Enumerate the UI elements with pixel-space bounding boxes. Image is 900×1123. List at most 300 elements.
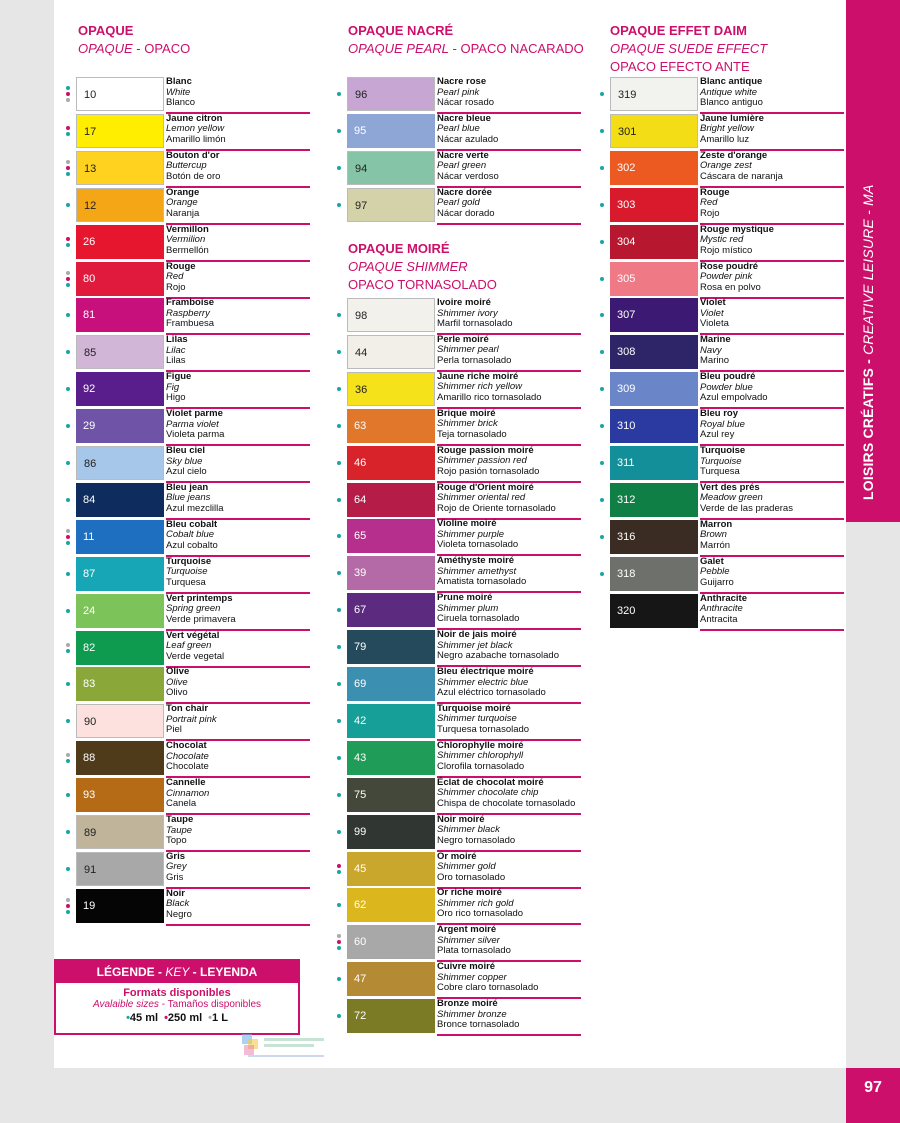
page-number: 97	[846, 1068, 900, 1123]
section-subtitle: OPAQUE SHIMMER	[348, 259, 468, 274]
format-dots	[65, 372, 71, 406]
format-dot-icon	[66, 92, 70, 96]
section-daim	[610, 22, 767, 76]
name-en: Shimmer black	[437, 824, 500, 836]
name-es: Botón de oro	[166, 170, 221, 182]
format-dot-icon	[66, 904, 70, 908]
format-dot-icon	[66, 237, 70, 241]
name-fr: Éclat de chocolat moiré	[437, 776, 544, 788]
format-dot-icon	[600, 277, 604, 281]
name-en: Shimmer gold	[437, 861, 496, 872]
name-fr: Bouton d'or	[166, 149, 220, 161]
color-names	[166, 446, 207, 478]
name-en: Leaf green	[166, 640, 212, 651]
color-names	[437, 704, 529, 736]
name-fr: Olive	[166, 666, 190, 678]
name-en: Shimmer electric blue	[437, 676, 529, 688]
name-es: Negro azabache tornasolado	[437, 650, 560, 662]
color-swatch: 85	[76, 335, 164, 369]
format-dot-icon	[66, 277, 70, 281]
format-dots	[336, 556, 342, 590]
name-es: Higo	[166, 392, 186, 404]
color-swatch: 96	[347, 77, 435, 111]
format-dot-icon	[337, 424, 341, 428]
format-dots	[599, 446, 605, 480]
legend-size-item	[126, 1012, 158, 1024]
format-dot-icon	[337, 977, 341, 981]
name-es: Azul empolvado	[700, 392, 768, 404]
name-fr: Noir moiré	[437, 813, 485, 825]
name-en: Buttercup	[166, 160, 207, 172]
format-dots	[599, 594, 605, 628]
name-es: Amarillo rico tornasolado	[437, 391, 542, 403]
format-dot-icon	[66, 867, 70, 871]
color-swatch: 63	[347, 409, 435, 443]
format-dots	[336, 114, 342, 148]
color-names	[437, 888, 523, 920]
name-fr: Argent moiré	[437, 924, 497, 936]
color-swatch: 81	[76, 298, 164, 332]
color-swatch: 316	[610, 520, 698, 554]
color-swatch: 45	[347, 852, 435, 886]
name-en: Turquoise	[700, 455, 742, 467]
format-dots	[599, 114, 605, 148]
name-es: Rojo de Oriente tornasolado	[437, 502, 556, 514]
color-swatch: 320	[610, 594, 698, 628]
name-es: Teja tornasolado	[437, 428, 507, 440]
name-es: Rojo místico	[700, 244, 753, 256]
name-fr: Gris	[166, 850, 186, 862]
name-es: Azul cobalto	[166, 539, 218, 551]
format-dots	[336, 372, 342, 406]
name-en: Spring green	[166, 603, 221, 615]
color-names	[166, 188, 199, 220]
name-en: Shimmer chlorophyll	[437, 750, 524, 762]
format-dots	[336, 151, 342, 185]
format-dots	[336, 704, 342, 738]
format-dots	[599, 151, 605, 185]
format-dots	[65, 557, 71, 591]
format-dots	[65, 298, 71, 332]
format-dot-icon	[66, 424, 70, 428]
color-names	[166, 594, 236, 626]
color-names	[437, 815, 515, 847]
format-dot-icon	[66, 793, 70, 797]
name-es: Violeta parma	[166, 429, 225, 441]
format-dots	[65, 631, 71, 665]
color-names	[700, 77, 763, 109]
name-fr: Lilas	[166, 334, 188, 346]
format-dots	[599, 372, 605, 406]
section-subtitle-es: OPACO TORNASOLADO	[348, 277, 497, 292]
format-dots	[65, 114, 71, 148]
name-es: Marfil tornasolado	[437, 318, 513, 329]
format-dot-icon	[337, 870, 341, 874]
name-es: Nácar azulado	[437, 133, 499, 145]
name-fr: Violine moiré	[437, 518, 497, 530]
name-es: Amatista tornasolado	[437, 576, 527, 588]
name-en: Parma violet	[166, 418, 219, 430]
name-fr: Chlorophylle moiré	[437, 739, 524, 751]
name-en: Cobalt blue	[166, 529, 215, 541]
format-dot-icon	[600, 203, 604, 207]
color-names	[166, 815, 193, 847]
format-dots	[65, 188, 71, 222]
format-dot-icon	[337, 830, 341, 834]
format-dot-icon	[66, 643, 70, 647]
color-swatch: 65	[347, 519, 435, 553]
name-en: Blue jeans	[166, 492, 211, 504]
color-swatch: 69	[347, 667, 435, 701]
row-divider	[166, 850, 310, 852]
format-dot-icon	[66, 283, 70, 287]
color-swatch: 310	[610, 409, 698, 443]
name-fr: Nacre dorée	[437, 186, 492, 198]
format-dots	[65, 667, 71, 701]
legend-title: LÉGENDE - KEY - LEYENDA	[56, 961, 298, 983]
color-swatch: 10	[76, 77, 164, 111]
color-names	[166, 77, 195, 109]
color-swatch: 305	[610, 262, 698, 296]
format-dots	[336, 483, 342, 517]
name-fr: Noir de jais moiré	[437, 629, 517, 641]
color-names	[437, 483, 556, 515]
color-names	[700, 188, 730, 220]
color-names	[166, 114, 226, 146]
format-dot-icon	[66, 898, 70, 902]
name-fr: Perle moiré	[437, 333, 489, 345]
name-fr: Vert printemps	[166, 592, 233, 604]
color-names	[437, 999, 519, 1031]
color-names	[437, 778, 575, 810]
color-names	[437, 77, 494, 109]
color-names	[437, 446, 539, 478]
color-names	[437, 335, 511, 367]
color-swatch: 11	[76, 520, 164, 554]
format-dots	[336, 335, 342, 369]
format-dot-icon	[600, 166, 604, 170]
format-dots	[65, 77, 71, 111]
format-dot-icon	[66, 461, 70, 465]
color-names	[700, 372, 768, 404]
section-subtitle: OPAQUE SUEDE EFFECT	[610, 41, 768, 56]
name-es: Azul cielo	[166, 466, 207, 477]
size-label: 45 ml	[129, 1012, 159, 1024]
legend-sizes	[56, 1012, 298, 1024]
color-swatch: 95	[347, 114, 435, 148]
name-es: Amarillo limón	[166, 133, 226, 145]
size-label: 250 ml	[167, 1012, 203, 1024]
name-en: Violet	[700, 307, 724, 319]
section-moire	[348, 240, 497, 294]
name-es: Nácar dorado	[437, 207, 495, 219]
name-fr: Jaune citron	[166, 112, 223, 124]
color-swatch: 309	[610, 372, 698, 406]
format-dots	[65, 594, 71, 628]
name-en: Powder pink	[700, 271, 753, 282]
name-en: Shimmer jet black	[437, 639, 513, 651]
name-es: Blanco	[166, 97, 196, 108]
name-fr: Violet parme	[166, 408, 223, 420]
name-fr: Anthracite	[700, 592, 747, 604]
color-swatch: 62	[347, 888, 435, 922]
name-fr: Vert des prés	[700, 481, 760, 493]
format-dot-icon	[66, 313, 70, 317]
name-es: Rojo	[166, 281, 186, 293]
name-es: Gris	[166, 871, 184, 883]
format-dot-icon	[66, 541, 70, 545]
format-dot-icon	[66, 649, 70, 653]
name-en: Pearl pink	[437, 86, 480, 98]
format-dots	[336, 446, 342, 480]
color-swatch: 46	[347, 446, 435, 480]
format-dot-icon	[337, 92, 341, 96]
color-swatch: 24	[76, 594, 164, 628]
name-es: Topo	[166, 835, 187, 846]
name-fr: Orange	[166, 186, 200, 198]
name-es: Bronce tornasolado	[437, 1019, 520, 1031]
name-es: Rojo	[700, 207, 720, 219]
name-es: Ciruela tornasolado	[437, 613, 520, 625]
name-fr: Or riche moiré	[437, 887, 502, 899]
color-swatch: 318	[610, 557, 698, 591]
row-divider	[166, 924, 310, 926]
color-swatch: 43	[347, 741, 435, 775]
color-swatch: 75	[347, 778, 435, 812]
name-en: Shimmer rich yellow	[437, 381, 522, 393]
format-dots	[599, 409, 605, 443]
color-swatch: 42	[347, 704, 435, 738]
color-swatch: 47	[347, 962, 435, 996]
color-names	[437, 188, 495, 220]
format-dot-icon	[337, 1014, 341, 1018]
format-dots	[599, 225, 605, 259]
format-dot-icon	[66, 271, 70, 275]
color-names	[700, 446, 745, 478]
name-es: Frambuesa	[166, 318, 215, 330]
name-en: Pebble	[700, 566, 730, 578]
section-title: OPAQUE EFFET DAIM	[610, 23, 747, 38]
format-dot-icon	[337, 203, 341, 207]
name-en: Shimmer copper	[437, 971, 507, 983]
name-fr: Bleu électrique moiré	[437, 666, 534, 677]
color-names	[166, 262, 196, 294]
name-es: Violeta tornasolado	[437, 539, 519, 551]
name-en: Shimmer pearl	[437, 344, 499, 356]
name-fr: Rouge	[166, 260, 196, 272]
name-es: Cobre claro tornasolado	[437, 982, 539, 994]
format-dot-icon	[337, 793, 341, 797]
name-es: Turquesa	[700, 466, 740, 477]
name-fr: Noir	[166, 887, 185, 899]
name-es: Violeta	[700, 318, 729, 330]
section-title: OPAQUE MOIRÉ	[348, 241, 450, 256]
format-dot-icon	[600, 350, 604, 354]
name-fr: Rouge passion moiré	[437, 444, 534, 456]
name-fr: Ton chair	[166, 703, 209, 715]
color-names	[166, 778, 209, 810]
watermark-logo-icon	[240, 1030, 332, 1062]
color-swatch: 99	[347, 815, 435, 849]
format-dots	[336, 962, 342, 996]
color-swatch: 301	[610, 114, 698, 148]
color-swatch: 84	[76, 483, 164, 517]
name-es: Nácar rosado	[437, 97, 495, 108]
name-fr: Violet	[700, 297, 726, 309]
color-names	[700, 483, 793, 515]
name-es: Rosa en polvo	[700, 281, 761, 293]
name-fr: Blanc antique	[700, 76, 763, 87]
name-es: Turquesa tornasolado	[437, 723, 530, 735]
section-opaque	[78, 22, 190, 58]
name-es: Verde vegetal	[166, 650, 225, 662]
format-dots	[65, 409, 71, 443]
color-swatch: 19	[76, 889, 164, 923]
format-dot-icon	[600, 92, 604, 96]
name-en: Mystic red	[700, 234, 744, 246]
format-dots	[65, 151, 71, 185]
row-divider	[700, 629, 844, 631]
format-dots	[336, 815, 342, 849]
name-fr: Ivoire moiré	[437, 297, 491, 308]
color-swatch: 44	[347, 335, 435, 369]
color-names	[166, 889, 192, 921]
name-es: Naranja	[166, 207, 200, 219]
name-es: Clorofila tornasolado	[437, 760, 525, 772]
color-names	[437, 114, 498, 146]
color-names	[700, 409, 745, 441]
color-swatch: 308	[610, 335, 698, 369]
name-es: Negro tornasolado	[437, 834, 516, 846]
format-dot-icon	[337, 946, 341, 950]
format-dot-icon	[66, 682, 70, 686]
name-en: Shimmer rich gold	[437, 897, 514, 909]
name-en: White	[166, 86, 191, 98]
format-dot-icon	[600, 535, 604, 539]
color-swatch: 17	[76, 114, 164, 148]
format-dots	[336, 630, 342, 664]
format-dots	[336, 77, 342, 111]
format-dots	[599, 520, 605, 554]
color-swatch: 303	[610, 188, 698, 222]
section-title: OPAQUE	[78, 23, 134, 38]
format-dot-icon	[337, 682, 341, 686]
color-names	[166, 704, 217, 736]
format-dot-icon	[66, 98, 70, 102]
format-dots	[599, 557, 605, 591]
name-es: Antracita	[700, 613, 738, 625]
name-fr: Bronze moiré	[437, 998, 498, 1010]
name-es: Azul eléctrico tornasolado	[437, 687, 546, 698]
name-fr: Nacre rose	[437, 76, 487, 87]
name-fr: Nacre verte	[437, 149, 489, 161]
legend-formats: Formats disponibles	[123, 987, 231, 999]
name-es: Azul rey	[700, 429, 735, 441]
format-dots	[336, 888, 342, 922]
format-dots	[65, 741, 71, 775]
name-en: Red	[166, 271, 184, 282]
color-names	[166, 483, 224, 515]
name-es: Turquesa	[166, 576, 206, 588]
name-es: Chocolate	[166, 761, 209, 773]
name-es: Cáscara de naranja	[700, 170, 783, 182]
color-swatch: 83	[76, 667, 164, 701]
name-en: Pearl gold	[437, 197, 480, 209]
color-names	[166, 298, 214, 330]
name-en: Fig	[166, 381, 180, 393]
color-names	[437, 372, 542, 404]
color-names	[166, 631, 224, 663]
name-fr: Marine	[700, 334, 731, 346]
name-es: Plata tornasolado	[437, 945, 511, 957]
name-fr: Framboise	[166, 297, 215, 309]
color-swatch: 92	[76, 372, 164, 406]
section-subtitle: OPAQUE - OPACO	[78, 41, 191, 56]
format-dots	[336, 778, 342, 812]
color-names	[166, 667, 189, 699]
color-swatch: 97	[347, 188, 435, 222]
name-fr: Rose poudré	[700, 260, 759, 272]
color-swatch: 80	[76, 262, 164, 296]
format-dot-icon	[600, 313, 604, 317]
name-en: Shimmer oriental red	[437, 492, 526, 503]
format-dot-icon	[66, 172, 70, 176]
size-dot-icon: •	[208, 1012, 213, 1024]
name-fr: Zeste d'orange	[700, 149, 768, 161]
format-dot-icon	[66, 86, 70, 90]
name-es: Oro rico tornasolado	[437, 908, 524, 920]
name-en: Raspberry	[166, 307, 210, 319]
format-dot-icon	[66, 203, 70, 207]
format-dots	[336, 852, 342, 886]
color-swatch: 319	[610, 77, 698, 111]
format-dot-icon	[337, 934, 341, 938]
name-es: Azul mezclilla	[166, 502, 224, 514]
color-swatch: 89	[76, 815, 164, 849]
color-names	[437, 630, 559, 662]
format-dot-icon	[66, 572, 70, 576]
name-es: Lilas	[166, 355, 186, 367]
name-es: Olivo	[166, 687, 188, 699]
name-en: Orange zest	[700, 160, 752, 172]
name-en: Pearl blue	[437, 123, 480, 135]
section-subtitle-es: OPACO EFECTO ANTE	[610, 59, 750, 74]
format-dots	[336, 519, 342, 553]
name-fr: Figue	[166, 371, 192, 383]
format-dot-icon	[66, 387, 70, 391]
color-swatch: 93	[76, 778, 164, 812]
color-names	[437, 962, 538, 994]
name-fr: Taupe	[166, 814, 194, 825]
name-fr: Bleu roy	[700, 408, 739, 420]
name-fr: Vermillon	[166, 223, 209, 235]
color-swatch: 91	[76, 852, 164, 886]
name-es: Perla tornasolado	[437, 354, 512, 366]
name-en: Shimmer purple	[437, 528, 505, 540]
name-fr: Blanc	[166, 76, 192, 87]
name-en: Shimmer silver	[437, 934, 500, 946]
name-es: Verde primavera	[166, 613, 236, 625]
color-names	[700, 262, 761, 294]
color-names	[437, 667, 546, 699]
format-dot-icon	[337, 608, 341, 612]
name-es: Piel	[166, 724, 182, 736]
format-dots	[336, 409, 342, 443]
format-dot-icon	[600, 387, 604, 391]
section-nacre	[348, 22, 584, 58]
name-en: Portrait pink	[166, 713, 217, 725]
format-dot-icon	[66, 160, 70, 164]
